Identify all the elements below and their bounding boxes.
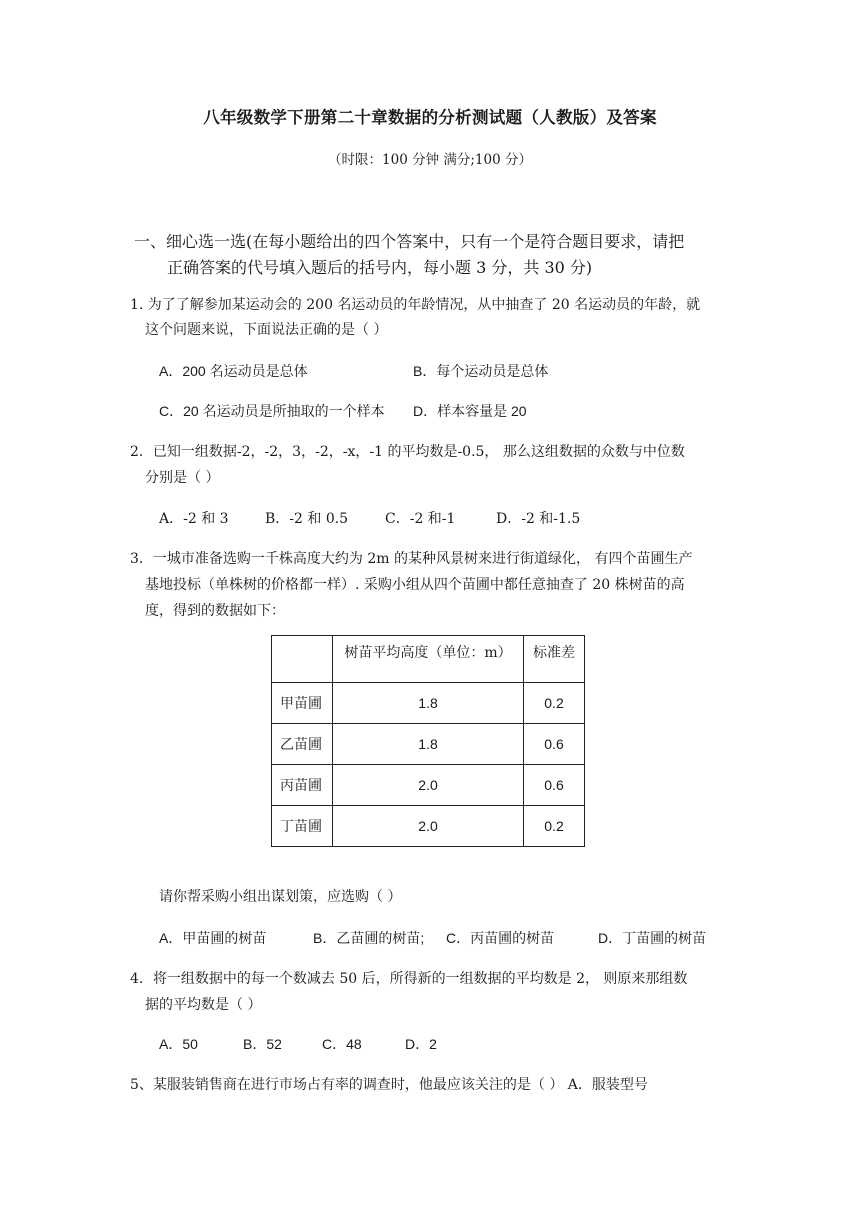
question-3-option-c: C．丙苗圃的树苗: [446, 930, 555, 946]
section-heading-line2: 正确答案的代号填入题后的括号内，每小题 3 分，共 30 分): [167, 258, 593, 277]
question-3-line2: 基地投标（单株树的价格都一样）. 采购小组从四个苗圃中都任意抽查了 20 株树苗的高: [145, 577, 685, 593]
seedling-table: [271, 635, 585, 847]
table-header-cell: 树苗平均高度（单位：m）: [333, 636, 524, 683]
question-2-line2: 分别是（ ）: [145, 470, 220, 486]
question-1-option-d: D．样本容量是 20: [413, 403, 527, 419]
question-3-line1: 3．一城市准备选购一千株高度大约为 2m 的某种风景树来进行街道绿化， 有四个苗圃生产: [130, 551, 693, 567]
question-1-line1: 1. 为了了解参加某运动会的 200 名运动员的年龄情况，从中抽查了 20 名运动员的年龄，就: [130, 297, 701, 313]
question-2-option-c: C．-2 和-1: [385, 511, 456, 527]
question-2-option-b: B．-2 和 0.5: [265, 511, 349, 527]
question-3-prompt: 请你帮采购小组出谋划策，应选购（ ）: [159, 889, 402, 905]
section-heading-line1: 一、细心选一选(在每小题给出的四个答案中，只有一个是符合题目要求，请把: [134, 232, 685, 251]
table-cell: 0.6: [524, 724, 585, 765]
table-cell: 丙苗圃: [272, 765, 333, 806]
table-cell: 1.8: [333, 683, 524, 724]
question-3-option-a: A．甲苗圃的树苗: [159, 930, 267, 946]
question-1-option-a: A．200 名运动员是总体: [159, 363, 308, 379]
table-cell: 1.8: [333, 724, 524, 765]
table-header-cell: [272, 636, 333, 683]
question-4-line1: 4．将一组数据中的每一个数减去 50 后，所得新的一组数据的平均数是 2， 则原来那组数: [130, 971, 688, 987]
table-cell: 0.2: [524, 806, 585, 847]
question-2-line1: 2．已知一组数据-2，-2，3，-2，-x，-1 的平均数是-0.5， 那么这组数据的众数与中位数: [130, 444, 685, 460]
page-subtitle: （时限：100 分钟 满分;100 分）: [328, 152, 532, 168]
table-row: [272, 724, 585, 765]
table-cell: 2.0: [333, 806, 524, 847]
question-2-option-d: D．-2 和-1.5: [496, 511, 581, 527]
question-1-line2: 这个问题来说，下面说法正确的是（ ）: [145, 322, 388, 338]
question-1-option-b: B．每个运动员是总体: [413, 363, 549, 379]
question-4-option-a: A．50: [159, 1036, 198, 1052]
table-cell: 2.0: [333, 765, 524, 806]
table-row: [272, 765, 585, 806]
table-row: [272, 806, 585, 847]
table-cell: 0.2: [524, 683, 585, 724]
table-cell: 乙苗圃: [272, 724, 333, 765]
page-title: 八年级数学下册第二十章数据的分析测试题（人教版）及答案: [203, 108, 657, 127]
question-3-option-b: B．乙苗圃的树苗;: [313, 930, 425, 946]
table-header-row: [272, 636, 585, 683]
question-4-option-d: D．2: [405, 1036, 437, 1052]
question-2-option-a: A．-2 和 3: [159, 511, 229, 527]
question-5-line1: 5、某服装销售商在进行市场占有率的调查时，他最应该关注的是（ ） A．服装型号: [130, 1077, 648, 1093]
table-cell: 0.6: [524, 765, 585, 806]
table-row: [272, 683, 585, 724]
question-4-line2: 据的平均数是（ ）: [145, 997, 262, 1013]
table-cell: 甲苗圃: [272, 683, 333, 724]
question-4-option-b: B．52: [243, 1036, 282, 1052]
question-3-option-d: D．丁苗圃的树苗: [598, 930, 707, 946]
table-header-cell: 标准差: [524, 636, 585, 683]
question-3-line3: 度，得到的数据如下：: [145, 603, 285, 619]
table-cell: 丁苗圃: [272, 806, 333, 847]
question-4-option-c: C．48: [322, 1036, 362, 1052]
question-1-option-c: C．20 名运动员是所抽取的一个样本: [159, 403, 385, 419]
